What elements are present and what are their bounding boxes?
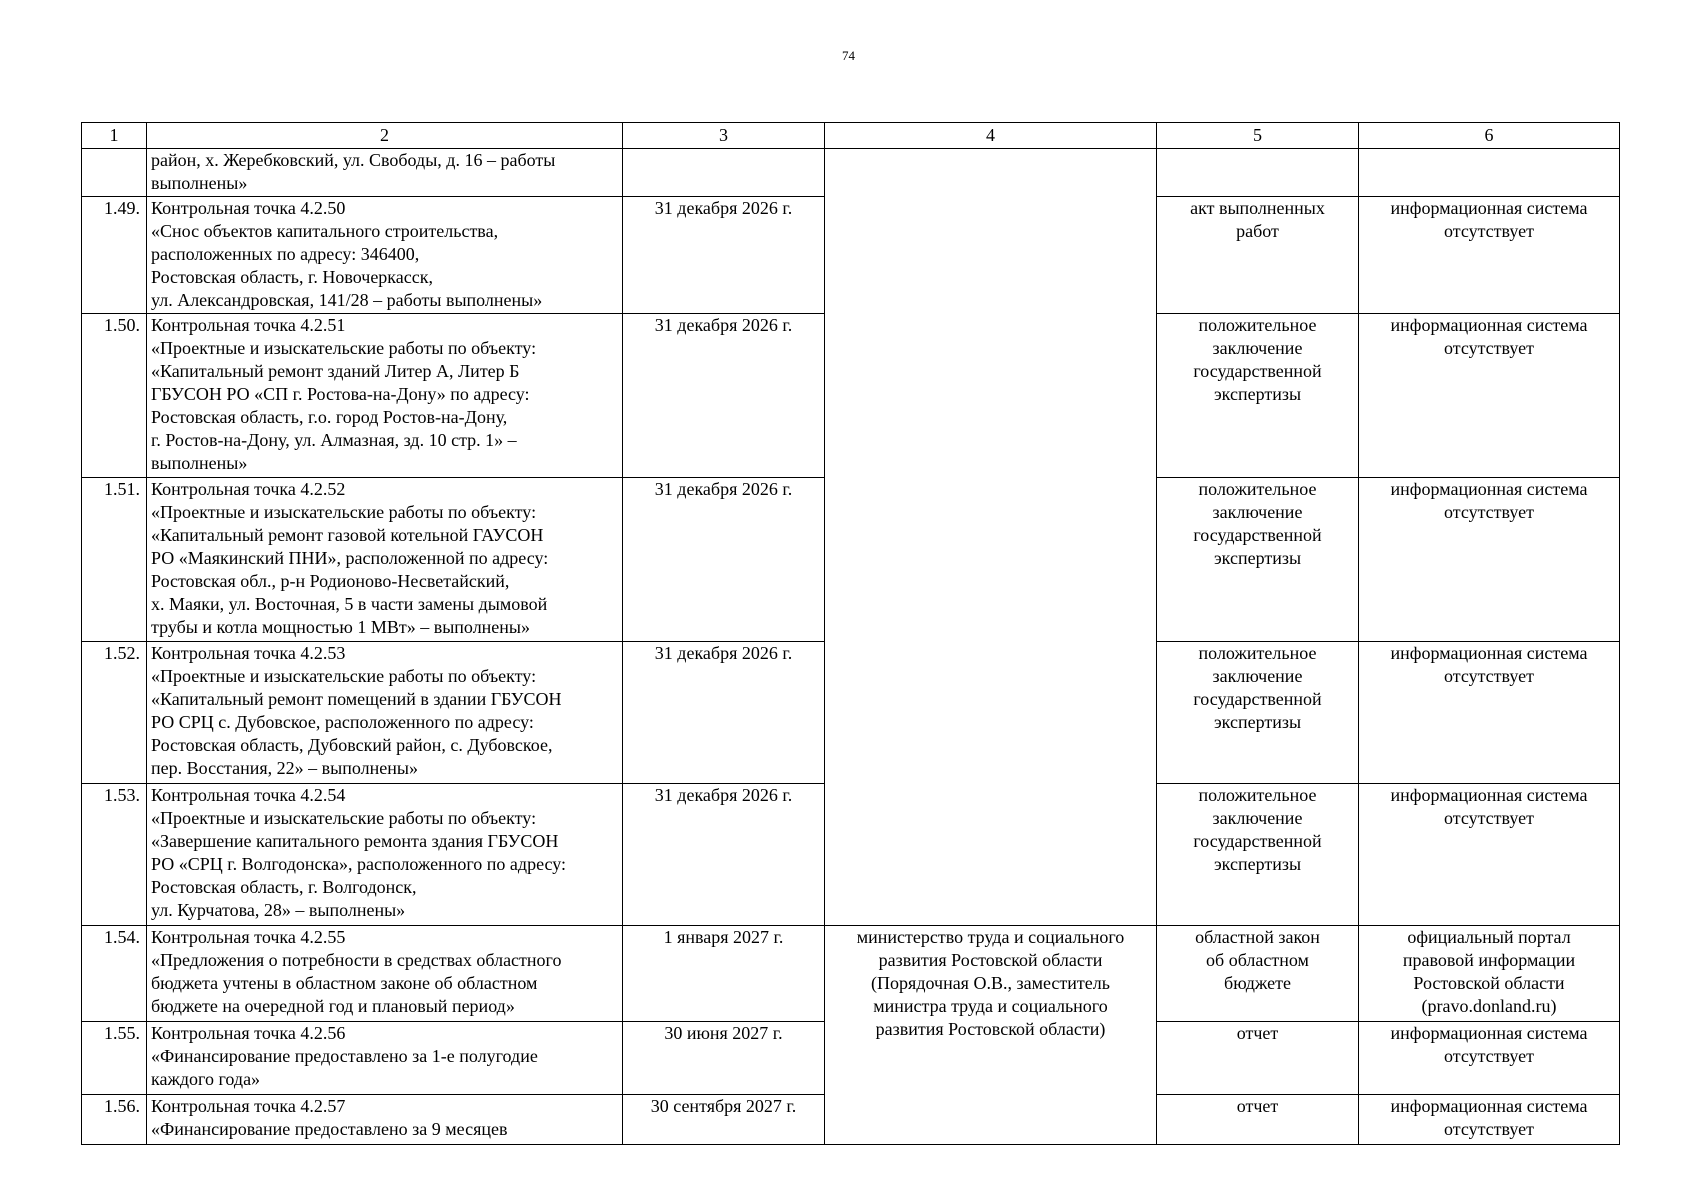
row-description: Контрольная точка 4.2.53 «Проектные и изыскательские работы по объекту: «Капитальный ремонт помещений в здании ГБУСОН РО СРЦ с. Дубовское, расположенного по адресу: Ростовская область, Дубовский район, с. Дубовское, пер. Восстания, 22» – выполнены» xyxy=(147,642,623,784)
row-number xyxy=(82,149,147,197)
column-header: 1 xyxy=(82,123,147,149)
column-header: 3 xyxy=(623,123,825,149)
row-date: 31 декабря 2026 г. xyxy=(623,642,825,784)
row-date: 30 сентября 2027 г. xyxy=(623,1095,825,1145)
row-number: 1.56. xyxy=(82,1095,147,1145)
table-row xyxy=(82,926,1620,1022)
row-responsible-empty xyxy=(825,149,1157,926)
column-header: 6 xyxy=(1359,123,1620,149)
row-number: 1.53. xyxy=(82,784,147,926)
row-description: Контрольная точка 4.2.57 «Финансирование предоставлено за 9 месяцев xyxy=(147,1095,623,1145)
row-date: 31 декабря 2026 г. xyxy=(623,314,825,478)
row-source: официальный портал правовой информации Ростовской области (pravo.donland.ru) xyxy=(1359,926,1620,1022)
row-date xyxy=(623,149,825,197)
row-document: положительное заключение государственной экспертизы xyxy=(1157,478,1359,642)
row-source: информационная система отсутствует xyxy=(1359,478,1620,642)
row-source: информационная система отсутствует xyxy=(1359,314,1620,478)
row-number: 1.54. xyxy=(82,926,147,1022)
row-source: информационная система отсутствует xyxy=(1359,1095,1620,1145)
row-description: Контрольная точка 4.2.54 «Проектные и изыскательские работы по объекту: «Завершение капитального ремонта здания ГБУСОН РО «СРЦ г. Волгодонска», расположенного по адресу: Ростовская область, г. Волгодонск, ул. Курчатова, 28» – выполнены» xyxy=(147,784,623,926)
row-description: Контрольная точка 4.2.52 «Проектные и изыскательские работы по объекту: «Капитальный ремонт газовой котельной ГАУСОН РО «Маякинский ПНИ», расположенной по адресу: Ростовская обл., р-н Родионово-Несветайский, х. Маяки, ул. Восточная, 5 в части замены дымовой трубы и котла мощностью 1 МВт» – выполнены» xyxy=(147,478,623,642)
row-description: Контрольная точка 4.2.50 «Снос объектов капитального строительства, расположенных по адресу: 346400, Ростовская область, г. Новочеркасск, ул. Александровская, 141/28 – работы выполнены» xyxy=(147,197,623,314)
row-number: 1.51. xyxy=(82,478,147,642)
row-document: областной закон об областном бюджете xyxy=(1157,926,1359,1022)
row-document: положительное заключение государственной экспертизы xyxy=(1157,642,1359,784)
row-source: информационная система отсутствует xyxy=(1359,197,1620,314)
control-points-table xyxy=(81,122,1620,1145)
row-source: информационная система отсутствует xyxy=(1359,1022,1620,1095)
row-document: положительное заключение государственной экспертизы xyxy=(1157,314,1359,478)
row-date: 30 июня 2027 г. xyxy=(623,1022,825,1095)
column-header: 2 xyxy=(147,123,623,149)
row-date: 31 декабря 2026 г. xyxy=(623,784,825,926)
row-date: 1 января 2027 г. xyxy=(623,926,825,1022)
row-description: Контрольная точка 4.2.55 «Предложения о потребности в средствах областного бюджета учтены в областном законе об областном бюджете на очередной год и плановый период» xyxy=(147,926,623,1022)
row-description: Контрольная точка 4.2.56 «Финансирование предоставлено за 1-е полугодие каждого года» xyxy=(147,1022,623,1095)
row-document: положительное заключение государственной экспертизы xyxy=(1157,784,1359,926)
row-document: отчет xyxy=(1157,1022,1359,1095)
table-header-row xyxy=(82,123,1620,149)
row-number: 1.49. xyxy=(82,197,147,314)
column-header: 4 xyxy=(825,123,1157,149)
row-source xyxy=(1359,149,1620,197)
column-header: 5 xyxy=(1157,123,1359,149)
row-number: 1.52. xyxy=(82,642,147,784)
row-document: отчет xyxy=(1157,1095,1359,1145)
row-source: информационная система отсутствует xyxy=(1359,642,1620,784)
row-description: Контрольная точка 4.2.51 «Проектные и изыскательские работы по объекту: «Капитальный ремонт зданий Литер А, Литер Б ГБУСОН РО «СП г. Ростова-на-Дону» по адресу: Ростовская область, г.о. город Ростов-на-Дону, г. Ростов-на-Дону, ул. Алмазная, зд. 10 стр. 1» – выполнены» xyxy=(147,314,623,478)
row-description: район, х. Жеребковский, ул. Свободы, д. 16 – работы выполнены» xyxy=(147,149,623,197)
row-source: информационная система отсутствует xyxy=(1359,784,1620,926)
row-date: 31 декабря 2026 г. xyxy=(623,197,825,314)
row-number: 1.55. xyxy=(82,1022,147,1095)
row-document: акт выполненных работ xyxy=(1157,197,1359,314)
row-document xyxy=(1157,149,1359,197)
row-date: 31 декабря 2026 г. xyxy=(623,478,825,642)
page-number: 74 xyxy=(842,48,855,63)
row-responsible: министерство труда и социального развития Ростовской области (Порядочная О.В., заместитель министра труда и социального развития Ростовской области) xyxy=(825,926,1157,1145)
row-number: 1.50. xyxy=(82,314,147,478)
table-row xyxy=(82,149,1620,197)
